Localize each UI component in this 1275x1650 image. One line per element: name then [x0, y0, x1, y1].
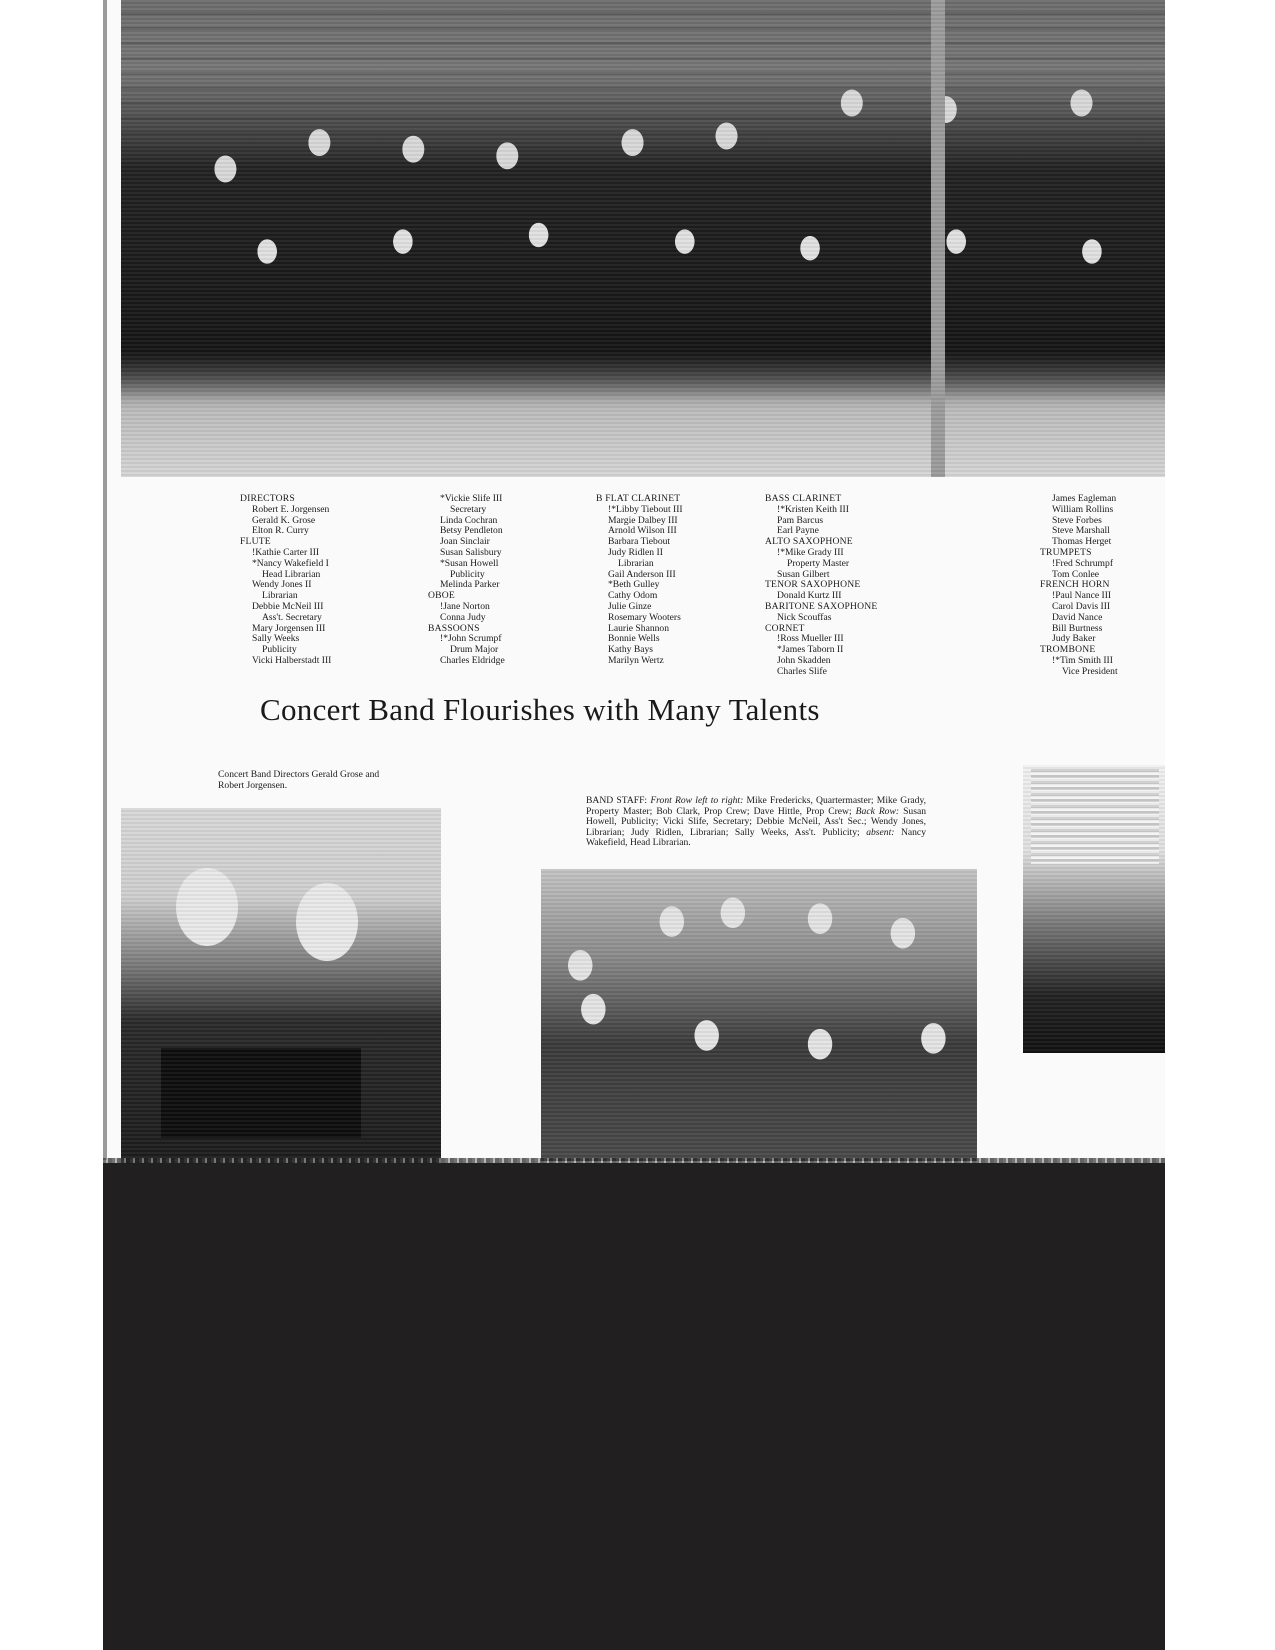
member-name: Susan Salisbury — [440, 546, 502, 558]
section-heading: BASS CLARINET — [765, 493, 842, 504]
member-name: John Skadden — [777, 654, 831, 666]
member-name: Linda Cochran — [440, 514, 498, 526]
member-name: Carol Davis III — [1052, 600, 1111, 612]
member-name: Steve Forbes — [1052, 514, 1102, 526]
scanner-background — [103, 1163, 1165, 1650]
member-name: William Rollins — [1052, 503, 1114, 515]
member-role: Secretary — [450, 503, 487, 515]
member-name: !*Mike Grady III — [777, 546, 844, 558]
section-heading: ALTO SAXOPHONE — [765, 536, 853, 548]
member-name: !Paul Nance III — [1052, 590, 1112, 602]
band-members — [121, 70, 1165, 400]
member-name: Rosemary Wooters — [608, 611, 681, 623]
member-name: Debbie McNeil III — [252, 600, 324, 612]
member-name: Charles Slife — [777, 665, 827, 677]
section-heading: OBOE — [428, 590, 455, 602]
section-heading: TENOR SAXOPHONE — [765, 579, 861, 591]
director-face-left — [176, 868, 238, 946]
member-role: Librarian — [618, 557, 654, 569]
member-name: !Fred Schrumpf — [1052, 557, 1114, 569]
page-headline: Concert Band Flourishes with Many Talents — [260, 692, 820, 727]
member-name: Nick Scouffas — [777, 611, 832, 623]
member-name: Sally Weeks — [252, 633, 300, 645]
member-name: Robert E. Jorgensen — [252, 503, 330, 515]
member-name: !Kathie Carter III — [252, 546, 320, 558]
member-name: *Susan Howell — [440, 557, 499, 569]
member-name: Bill Burtness — [1052, 622, 1103, 634]
concert-band-group-photo — [121, 0, 1165, 477]
member-name: !Jane Norton — [440, 600, 490, 612]
director-face-right — [296, 883, 358, 961]
directors-photo — [121, 808, 441, 1163]
section-heading: TROMBONE — [1040, 644, 1096, 656]
staff-caption-absent-text: Nancy Wakefield, Head Librarian. — [586, 826, 926, 849]
band-staff-caption — [586, 796, 926, 849]
band-staff-photo — [541, 869, 977, 1161]
member-name: Wendy Jones II — [252, 579, 312, 591]
member-name: Charles Eldridge — [440, 654, 505, 666]
window-blinds — [1031, 769, 1159, 864]
member-name: Conna Judy — [440, 611, 486, 623]
member-name: Vicki Halberstadt III — [252, 654, 332, 666]
member-name: Steve Marshall — [1052, 525, 1110, 537]
scan-edge — [103, 0, 107, 1160]
member-name: Pam Barcus — [777, 514, 824, 526]
section-heading: BARITONE SAXOPHONE — [765, 600, 878, 612]
roster-column-1 — [240, 494, 331, 667]
photo-gutter — [931, 0, 945, 477]
member-role: Publicity — [262, 644, 297, 656]
member-name: Marilyn Wertz — [608, 654, 664, 666]
member-name: !*Tim Smith III — [1052, 654, 1113, 666]
member-name: Arnold Wilson III — [608, 525, 677, 537]
member-name: Tom Conlee — [1052, 568, 1100, 580]
music-stand — [161, 1048, 361, 1138]
member-name: Betsy Pendleton — [440, 525, 503, 537]
member-name: !*Libby Tiebout III — [608, 503, 683, 515]
member-name: Susan Gilbert — [777, 568, 830, 580]
member-role: Ass't. Secretary — [262, 611, 322, 623]
member-name: Elton R. Curry — [252, 525, 309, 537]
member-name: *Nancy Wakefield I — [252, 557, 329, 569]
member-name: Julie Ginze — [608, 600, 652, 612]
member-name: Laurie Shannon — [608, 622, 670, 634]
roster-column-3 — [596, 494, 683, 667]
section-heading: FRENCH HORN — [1040, 579, 1110, 591]
section-heading: BASSOONS — [428, 622, 480, 634]
member-role: Head Librarian — [262, 568, 321, 580]
member-name: James Eagleman — [1052, 493, 1117, 504]
member-name: Donald Kurtz III — [777, 590, 842, 602]
member-name: Judy Baker — [1052, 633, 1096, 645]
member-role: Vice President — [1062, 665, 1118, 677]
member-name: Gerald K. Grose — [252, 514, 316, 526]
member-name: !*Kristen Keith III — [777, 503, 849, 515]
staff-caption-front-label: Front Row left to right: — [650, 795, 744, 806]
member-name: *James Taborn II — [777, 644, 844, 656]
member-name: Margie Dalbey III — [608, 514, 678, 526]
member-role: Librarian — [262, 590, 298, 602]
member-role: Publicity — [450, 568, 485, 580]
member-name: Judy Ridlen II — [608, 546, 663, 558]
staff-caption-back-text: Susan Howell, Publicity; Vicki Slife, Secretary; Debbie McNeil, Ass't Sec.; Wendy Jones, Librarian; Judy Ridlen, Librarian; Sally Weeks, Ass't. Publicity; — [586, 805, 926, 838]
member-name: Thomas Herget — [1052, 536, 1112, 548]
member-name: Barbara Tiebout — [608, 536, 671, 548]
member-name: Bonnie Wells — [608, 633, 660, 645]
section-heading: TRUMPETS — [1040, 546, 1092, 558]
section-heading: DIRECTORS — [240, 493, 295, 504]
member-name: Melinda Parker — [440, 579, 500, 591]
roster-column-2 — [428, 494, 505, 667]
staff-members — [541, 869, 977, 1161]
member-name: Mary Jorgensen III — [252, 622, 326, 634]
member-name: *Beth Gulley — [608, 579, 660, 591]
staff-caption-absent-label: absent: — [866, 826, 895, 838]
member-name: !*John Scrumpf — [440, 633, 502, 645]
member-name: *Vickie Slife III — [440, 493, 503, 504]
roster-column-5 — [1040, 494, 1118, 678]
member-name: Joan Sinclair — [440, 536, 490, 548]
member-name: Cathy Odom — [608, 590, 658, 602]
staff-caption-lead: BAND STAFF: — [586, 795, 648, 806]
section-heading: CORNET — [765, 622, 805, 634]
staff-caption-back-label: Back Row: — [855, 805, 900, 817]
partial-side-photo — [1023, 765, 1165, 1053]
bleachers — [121, 0, 1165, 230]
directors-caption: Concert Band Directors Gerald Grose and Robert Jorgensen. — [218, 769, 380, 791]
roster-column-4 — [765, 494, 877, 678]
member-name: !Ross Mueller III — [777, 633, 844, 645]
member-name: David Nance — [1052, 611, 1103, 623]
member-name: Kathy Bays — [608, 644, 654, 656]
section-heading: FLUTE — [240, 536, 271, 548]
member-role: Property Master — [787, 557, 850, 569]
member-role: Drum Major — [450, 644, 499, 656]
section-heading: B FLAT CLARINET — [596, 493, 681, 504]
member-name: Gail Anderson III — [608, 568, 676, 580]
member-name: Earl Payne — [777, 525, 819, 537]
staff-caption-front-text: Mike Fredericks, Quartermaster; Mike Grady, Property Master; Bob Clark, Prop Crew; Dave Hittle, Prop Crew; — [586, 795, 927, 817]
